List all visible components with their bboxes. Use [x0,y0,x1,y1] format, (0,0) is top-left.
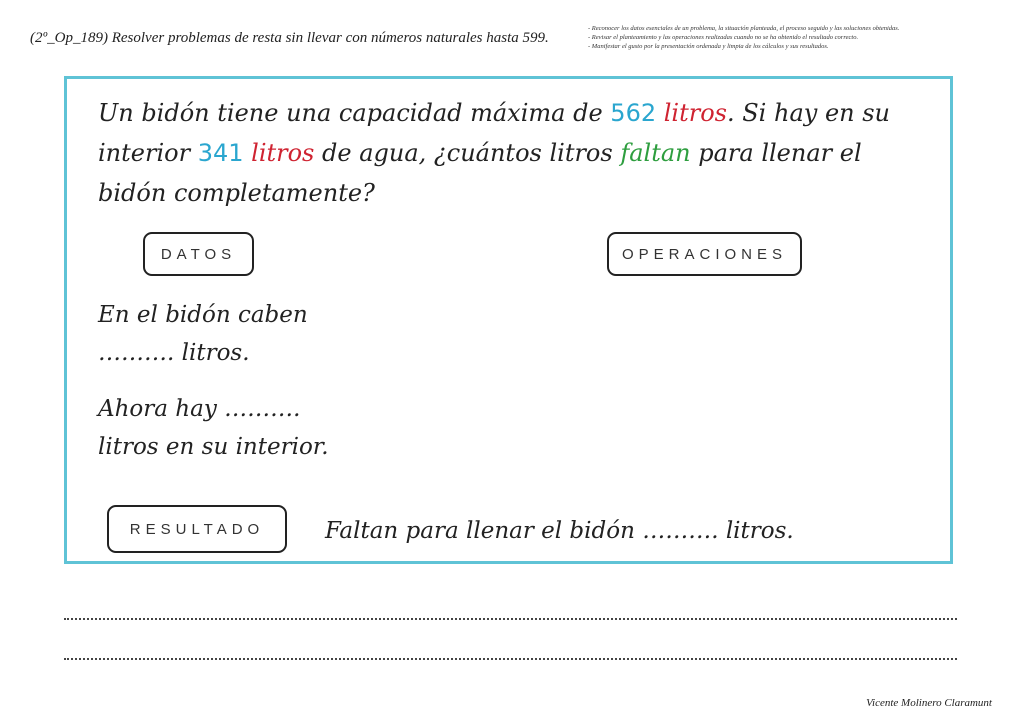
capacity-number: 562 [610,99,657,127]
problem-text: Un bidón tiene una capacidad máxima de [98,99,611,127]
objectives-list [588,24,988,51]
author-credit: Vicente Molinero Claramunt [866,697,992,709]
operaciones-label: OPERACIONES [607,232,802,276]
datos-line: ………. litros. [98,340,250,366]
datos-label: DATOS [143,232,254,276]
current-unit: litros [251,139,315,167]
problem-statement [98,93,928,213]
answer-dotted-line [64,618,957,620]
keyword-faltan: faltan [620,139,691,167]
objective-item: - Revisar el planteamiento y las operaciones realizadas cuando no se ha obtenido el resultado correcto. [588,34,859,41]
problem-text: para llenar el bidón completamente? [98,139,862,207]
resultado-sentence: Faltan para llenar el bidón ………. litros. [325,518,794,544]
answer-dotted-line [64,658,957,660]
current-number: 341 [197,139,244,167]
objective-item: - Manifestar el gusto por la presentación ordenada y limpia de los cálculos y sus resultados. [588,43,829,50]
datos-line: En el bidón caben [98,302,308,328]
capacity-unit: litros [663,99,727,127]
worksheet-title: (2º_Op_189) Resolver problemas de resta sin llevar con números naturales hasta 599. [30,30,549,46]
datos-line: litros en su interior. [98,434,329,460]
objective-item: - Reconocer los datos esenciales de un problema, la situación planteada, el proceso seguido y las soluciones obtenidas. [588,25,900,32]
resultado-label: RESULTADO [107,505,287,553]
datos-line: Ahora hay ………. [98,396,301,422]
problem-text: . Si hay en su interior [98,99,891,167]
problem-text: de agua, ¿cuántos litros [314,139,621,167]
